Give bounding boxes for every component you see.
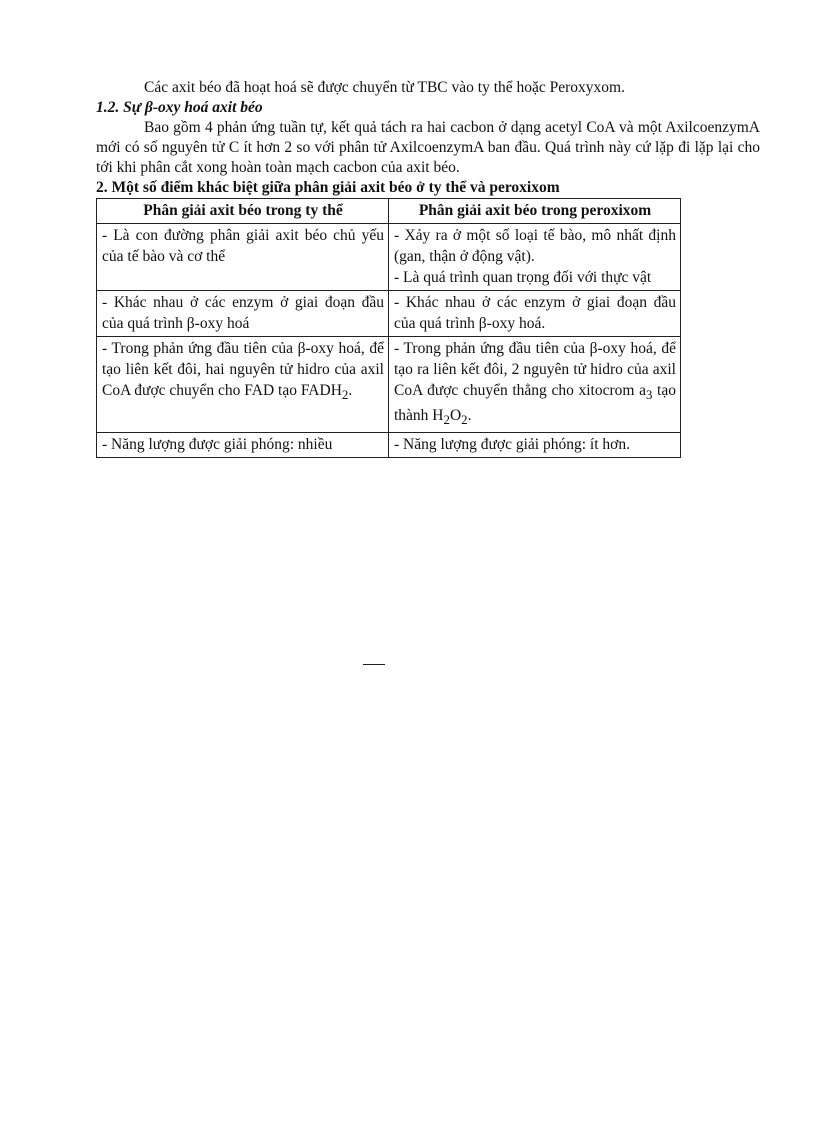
row3-right-text: - Trong phản ứng đầu tiên của β-oxy hoá, để tạo ra liên kết đôi, 2 nguyên tử hidro của axil CoA được chuyển thẳng cho xitocrom a: [394, 340, 676, 399]
row3-left-text: - Trong phản ứng đầu tiên của β-oxy hoá, để tạo liên kết đôi, hai nguyên tử hidro của axil CoA được chuyển cho FAD tạo FADH: [102, 340, 384, 399]
header-peroxisome: Phân giải axit béo trong peroxixom: [389, 199, 681, 224]
header-mitochondria: Phân giải axit béo trong ty thể: [97, 199, 389, 224]
row1-right-b: - Là quá trình quan trọng đối với thực vật: [394, 269, 652, 286]
table-header-row: [97, 199, 681, 224]
row1-right-a: - Xảy ra ở một số loại tế bào, mô nhất định (gan, thận ở động vật).: [394, 227, 676, 265]
page-footer-dash: [363, 664, 385, 665]
row2-left: - Khác nhau ở các enzym ở giai đoạn đầu của quá trình β-oxy hoá: [97, 291, 389, 337]
table-row: [97, 337, 681, 433]
row3-left-sub: 2: [341, 387, 349, 403]
row2-right: - Khác nhau ở các enzym ở giai đoạn đầu của quá trình β-oxy hoá.: [389, 291, 681, 337]
row3-right-sub1: 3: [645, 387, 653, 403]
row4-left: - Năng lượng được giải phóng: nhiều: [97, 433, 389, 458]
row3-left: [97, 337, 389, 433]
row3-right-sub3: 2: [461, 412, 468, 428]
section-heading-1-2: 1.2. Sự β-oxy hoá axit béo: [96, 99, 263, 116]
table-row: [97, 224, 681, 291]
row3-left-end: .: [348, 382, 353, 399]
intro-paragraph: Các axit béo đã hoạt hoá sẽ được chuyển từ TBC vào ty thể hoặc Peroxyxom.: [144, 79, 625, 96]
row3-right-mid: tạo thành H: [394, 382, 676, 425]
row3-right: [389, 337, 681, 433]
row3-right-sub2: 2: [443, 412, 450, 428]
row1-right: [389, 224, 681, 291]
table-row: [97, 291, 681, 337]
row3-right-end: .: [467, 407, 472, 425]
table-row: [97, 433, 681, 458]
document-page: [96, 78, 760, 458]
row3-right-mid2: O: [449, 407, 462, 425]
comparison-table: [96, 198, 681, 458]
section-heading-2: 2. Một số điểm khác biệt giữa phân giải axit béo ở ty thể và peroxixom: [96, 179, 560, 196]
section-1-2-paragraph: Bao gồm 4 phản ứng tuần tự, kết quả tách ra hai cacbon ở dạng acetyl CoA và một AxilcoenzymA mới có số nguyên tử C ít hơn 2 so với phân tử AxilcoenzymA ban đầu. Quá trình này cứ lặp đi lặp lại cho tới khi phân cắt xong hoàn toàn mạch cacbon của axit béo.: [96, 119, 760, 176]
row1-left: - Là con đường phân giải axit béo chủ yếu của tế bào và cơ thể: [97, 224, 389, 291]
row4-right: - Năng lượng được giải phóng: ít hơn.: [389, 433, 681, 458]
